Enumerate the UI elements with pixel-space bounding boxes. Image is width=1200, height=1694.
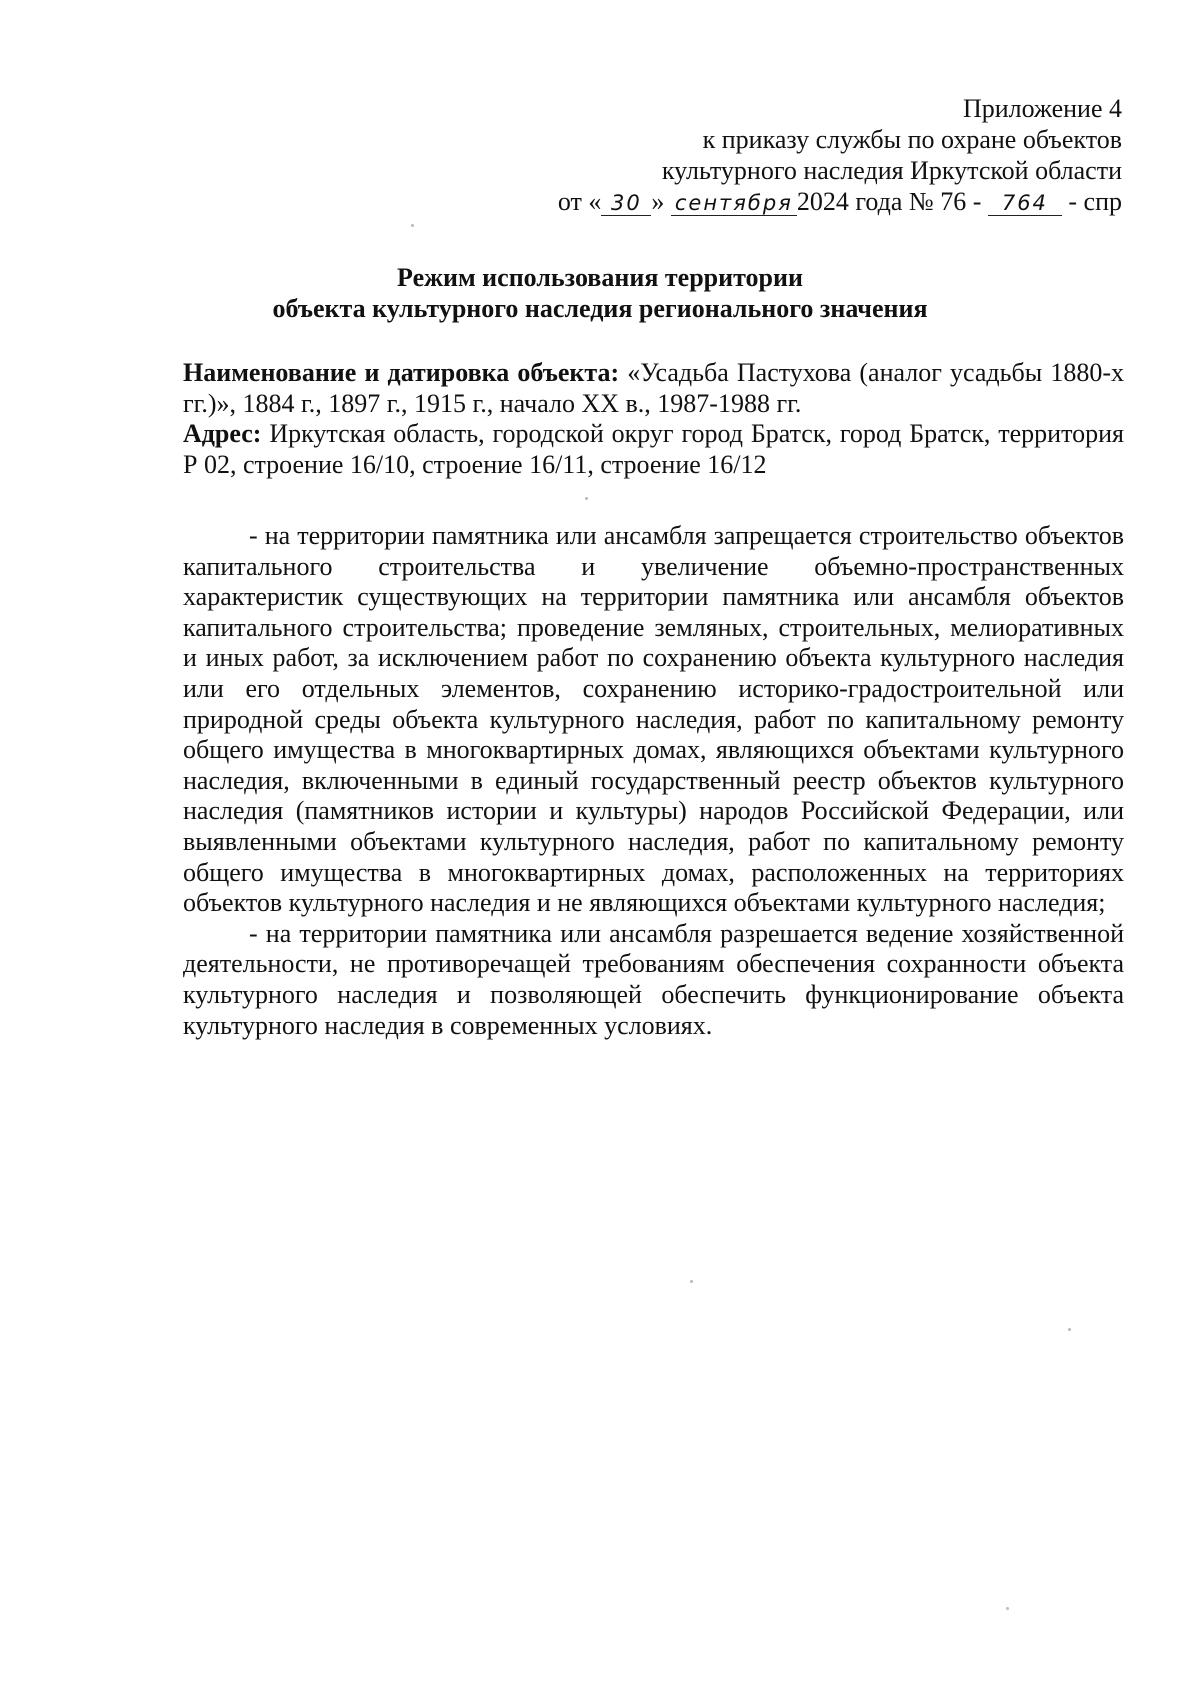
scan-speck bbox=[1006, 1607, 1009, 1610]
object-name-label: Наименование и датировка объекта: bbox=[183, 358, 620, 387]
object-name-value: «Усадьба Пастухова (аналог усадьбы 1880-х гг.)», 1884 г., 1897 г., 1915 г., начало XX в., 1987-1988 гг. bbox=[183, 358, 1124, 418]
object-info bbox=[183, 358, 1124, 480]
annex-authority: культурного наследия Иркутской области bbox=[661, 156, 1122, 185]
scan-speck bbox=[411, 224, 414, 227]
annex-order-reference: к приказу службы по охране объектов bbox=[702, 125, 1122, 154]
title-line-2: объекта культурного наследия регионального значения bbox=[272, 294, 928, 323]
handwritten-day: 30 bbox=[601, 191, 651, 216]
object-address-label: Адрес: bbox=[183, 419, 262, 448]
handwritten-month: сентября bbox=[671, 191, 797, 216]
document-title bbox=[0, 262, 1200, 324]
object-name-paragraph bbox=[183, 358, 1124, 419]
scan-speck bbox=[690, 1280, 693, 1283]
object-address-paragraph bbox=[183, 419, 1124, 480]
order-suffix: - спр bbox=[1068, 187, 1122, 216]
scan-speck bbox=[585, 497, 588, 500]
title-line-1: Режим использования территории bbox=[397, 263, 803, 292]
object-address-value: Иркутская область, городской округ город Братск, город Братск, территория Р 02, строение 16/10, строение 16/11, строение 16/12 bbox=[183, 419, 1124, 479]
scan-speck bbox=[1068, 1328, 1071, 1331]
date-prefix: от « bbox=[557, 187, 602, 216]
regime-body bbox=[183, 521, 1124, 1041]
date-mid: » bbox=[651, 187, 665, 216]
order-date-line bbox=[422, 186, 1122, 217]
handwritten-order-number: 764 bbox=[988, 191, 1062, 216]
prohibition-paragraph: - на территории памятника или ансамбля запрещается строительство объектов капитального строительства и увеличение объемно-пространственных характеристик существующих на территории памятника или ансамбля объектов капитального строительства; проведение земляных, строительных, мелиоративных и иных работ, за исключением работ по сохранению объекта культурного наследия или его отдельных элементов, сохранению историко-градостроительной или природной среды объекта культурного наследия, работ по капитальному ремонту общего имущества в многоквартирных домах, являющихся объектами культурного наследия, включенными в единый государственный реестр объектов культурного наследия (памятников истории и культуры) народов Российской Федерации, или выявленными объектами культурного наследия, работ по капитальному ремонту общего имущества в многоквартирных домах, расположенных на территориях объектов культурного наследия и не являющихся объектами культурного наследия; bbox=[183, 521, 1124, 918]
annex-number: Приложение 4 bbox=[962, 94, 1122, 123]
annex-header bbox=[422, 93, 1122, 217]
date-suffix: 2024 года № 76 - bbox=[796, 187, 982, 216]
permission-paragraph: - на территории памятника или ансамбля разрешается ведение хозяйственной деятельности, не противоречащей требованиям обеспечения сохранности объекта культурного наследия и позволяющей обеспечить функционирование объекта культурного наследия в современных условиях. bbox=[183, 918, 1124, 1040]
